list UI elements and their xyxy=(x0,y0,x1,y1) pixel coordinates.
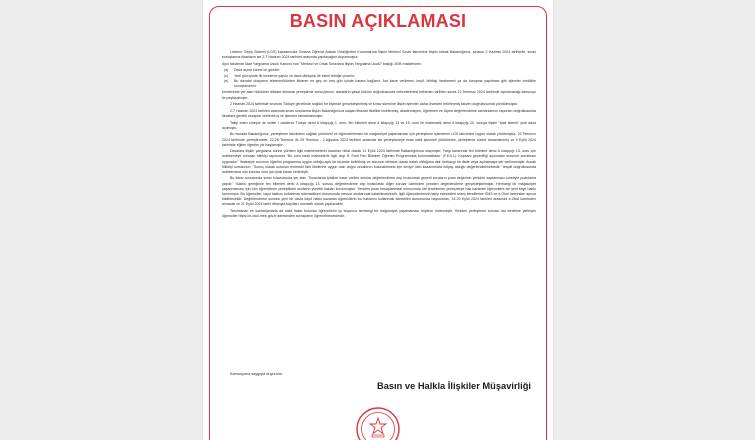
paragraph-3: bentlerinde yer alan hükümler dikkate alınarak yerleştirme sonuçlarının, davaların yasal hüküm doğrultusunda neticelenmesi beklenen tarihten sonra 22 Temmuz 2024 tarihinde açıklanacağı kamuoyu ile paylaşılmıştır. xyxy=(222,90,536,100)
list-item-text: Dava açma süresi on gündür. xyxy=(234,68,281,73)
press-release-sheet xyxy=(203,0,553,440)
list-item-marker: (e) xyxy=(224,78,229,83)
law-item-list xyxy=(222,68,536,88)
paragraph-4: 2 Haziran 2024 tarihinde sınavlar Türkiye genelinde sağlıklı bir biçimde gerçekleştirilmiş ve sınav sürecine ilişkin işlemler daha önceden belirlenmiş takvim doğrultusunda yürütülmüştür. xyxy=(230,102,519,107)
paragraph-2: Aynı takvimde İdari Yargılama Usulü Kanunu'nun "Merkezi ve Ortak Sınavlara İlişkin Yargılama Usulü" başlığı 20/B maddesinin; xyxy=(222,61,422,66)
ministry-seal-icon xyxy=(355,406,401,440)
paragraph-1: Liselere Geçiş Sistemi (LGS) kapsamında Sınavla Öğrenci Alacak Ortaöğretim Kurumlarına İlişkin Merkezî Sınav takvimine ilişkin olarak Bakanlığımız, sınavın 2 Haziran 2024 tarihinde, sınav sonuçlarına itirazların ise 2-7 Haziran 2024 tarihleri arasında yapılacağını duyurmuştur. xyxy=(222,50,536,60)
paragraph-8: Davalara ilişkin yargılama süreci yürüten ilgili mahkemelerin kararları nihai olarak 11 Eylül 2024 tarihinde Bakanlığımıza ulaşmıştır. Yargı kararında fen bilimleri dersi A kitapçığı 13. soru için mahkemeye sunulan bilirkişi raporunda "Bu soru basit makinelerle ilgili olup 8. Sınıf Fen Bilimleri Öğretim Programında bulunmaktadır. (F.8.5.1). Kapsam geçerliliği açısından sorunun sorulması uygundur." ifadesiyle sorunun öğretim programına uygun olduğu açık bir biçimde belirtilmiş ve sorunun bilimsel olarak hatalı olduğuna dair herhangi bir ifade veya açıklamaya yer verilmemiştir. Ancak bilirkişi sunulunun, "Sonuç olarak sorunun evrensel fizik ilkelerine uygun olan doğru cevabının bulunabilmesi için seviye üstü kazanımlara ihtiyaç olduğu değerlendirilmektedir." tespiti doğrultusunda mahkemece söz konusu soru için iptal kararı verilmiştir. xyxy=(222,149,536,174)
paragraph-7: Bu esnada Bakanlığımız, yerleştirme takviminin sağlıklı yürümesi ve öğrencilerimizin bir mağduriyet yaşamaması için yerleştirme işlemlerini LGS takvimine uygun olarak yürütmüştür. 22 Temmuz 2024 tarihinde yerleştirmeler, 22-26 Temmuz ile 29 Temmuz - 2 Ağustos 2024 tarihleri arasında ise yerleştirmeye esas nakil işlemleri yürütülerek, yerleştirme süreci tamamlanmış ve 9 Eylül 2024 tarihinde eğitim öğretim yılı başlamıştır. xyxy=(222,132,536,147)
paragraph-6: Takip eden süreçte de veliler / vasilerce Türkçe dersi A kitapçığı 1. soru, fen bilimleri dersi A kitapçığı 13 ve 15. soru ile matematik dersi A kitapçığı 20. soruya ilişkin "iptal istemli" yedi dava açılmıştır. xyxy=(222,120,536,130)
list-item-text: Bu davalar dosyanın tekemmülünden itibaren en geç on beş gün içinde karara bağlanır. Ara karar verilmesi, keşif, bilirkişi incelemesi ya da duruşma yapılması gibi işlemler ivedilikle sonuçlandırılır. xyxy=(234,78,536,88)
list-item-marker: (a) xyxy=(224,68,229,73)
page-title: BASIN AÇIKLAMASI xyxy=(289,11,467,31)
list-item-text: Yedi gün içinde ilk inceleme yapılır ve dava dilekçesi ile ekleri tebliğe çıkarılır. xyxy=(234,73,355,78)
list-item-marker: (c) xyxy=(224,73,229,78)
list-item xyxy=(222,79,536,89)
document-body xyxy=(222,50,536,220)
signature-line: Basın ve Halkla İlişkiler Müşavirliği xyxy=(377,381,531,391)
paragraph-10: Tanımlanan ek kontenjanlarla da nakli hakkı bulunan öğrencilerin iyi boyunca herhangi bir mağduriyet yaşamaması böylece önlenmiştir. Yeniden yerleştirme sonucu üst tercihine yerleşen öğrenciler https://e-okul.meb.gov.tr adresinden sonuçlarını öğrenebileceklerdir. xyxy=(222,208,536,218)
closing-line: Kamuoyuna saygıyla duyurulur. xyxy=(230,372,283,376)
paragraph-9: Bu karar sonucunda sınav kılavuzunda yer alan "Sınavlarda iptaline karar verilen sorular değerlendirme dışı bırakılarak geçerli soruların puan değerinin yeniden saptanması suretiyle puanlama yapılır." hükmü gereğince fen bilimleri dersi A kitapçığı 13. sorusu değerlendirme dışı bırakılarak diğer sorular üzerinden yeniden değerlendirme gerçekleştirilmiştir. Herhangi bir mağduriyet yaşanmaması için tüm öğrencilerin yerleştikleri okulların yönetik hakları korunmuştur. Yeniden puan hesaplanması sonucunda üst tercihlerine yerleşmeye hak kazanan öğrencilere ise yeni kayıt hakkı tanınmıştır. Bu öğrenciler, kayıt hakkını kullanmak istemedikleri durumunda mevcut okullarında kalabileceklerdir. İlgili öğrencilerimizin takip edecekleri süreç kendilerine SMS ve e-Okul üzerinden ayrıca bildirilecektir. Değerlendirme sonrası yeni bir okula kayıt hakkı kazanan öğrencilerin bu haklarını kullanmak istemeleri durumunda başvuruları, 14-20 Eylül 2024 tarihleri arasında e-Okul üzerinden alınacak ve 21 Eylül 2024 tarihi itibarıyla kayıtları otomatik olarak yapılacaktır. xyxy=(222,176,536,206)
paragraph-5: 2-7 Haziran 2024 tarihleri arasında sınav sorularına ilişkin Bakanlığımıza ulaşan itirazlar titizlikle incelenmiş; akademisyen, öğretmen ve ölçme değerlendirme uzmanlarının raporları doğrultusunda itirazlara gerekli cevaplar verilerek iş ve işlemler tamamlanmıştır. xyxy=(222,108,536,118)
